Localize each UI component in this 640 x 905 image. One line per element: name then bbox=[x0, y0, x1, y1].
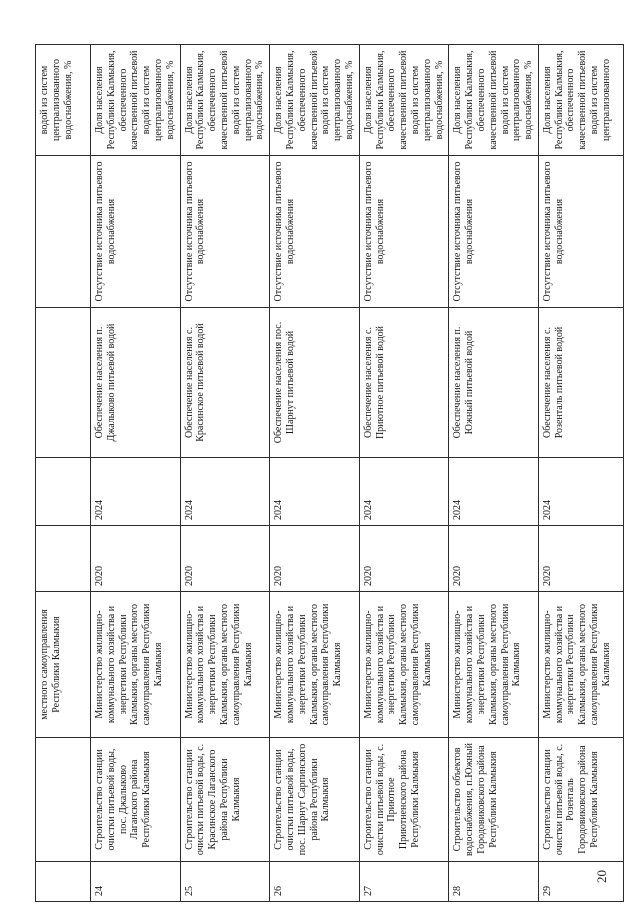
cell-executor: Министерство жилищно-коммунального хозяйства и энергетики Республики Калмыкия, органы местного самоуправления Республики Калмыкия bbox=[91, 592, 181, 738]
table-row-continuation bbox=[36, 45, 91, 902]
cell-num: 29 bbox=[538, 862, 623, 902]
cell-problem: Отсутствие источника питьевого водоснабжения bbox=[270, 156, 360, 308]
table-row bbox=[449, 45, 539, 902]
cell-num: 27 bbox=[359, 862, 449, 902]
cell-problem bbox=[36, 156, 91, 308]
cell-executor: Министерство жилищно-коммунального хозяйства и энергетики Республики Калмыкия, органы местного самоуправления Республики Калмыкия bbox=[538, 592, 623, 738]
cell-executor: Министерство жилищно-коммунального хозяйства и энергетики Республики Калмыкия, органы местного самоуправления Республики Калмыкия bbox=[180, 592, 270, 738]
cell-end-year: 2024 bbox=[270, 458, 360, 526]
measures-table bbox=[35, 44, 624, 902]
cell-executor: Министерство жилищно-коммунального хозяйства и энергетики Республики Калмыкия, органы местного самоуправления Республики Калмыкия bbox=[449, 592, 539, 738]
cell-start-year: 2020 bbox=[180, 526, 270, 592]
cell-result: Обеспечение населения с. Красинское питьевой водой bbox=[180, 308, 270, 458]
cell-name: Строительство станции очистки питьевой воды, пос. Шарнут Сарпинского района Республики Калмыкия bbox=[270, 738, 360, 862]
cell-indicator: Доля населения Республики Калмыкия, обеспеченного качественной питьевой водой из систем централизованного водоснабжения, % bbox=[180, 45, 270, 156]
cell-problem: Отсутствие источника питьевого водоснабжения bbox=[538, 156, 623, 308]
cell-num: 28 bbox=[449, 862, 539, 902]
cell-result: Обеспечение населения п. Джалыково питьевой водой bbox=[91, 308, 181, 458]
cell-name: Строительство станции очистки питьевой воды, с. Красинское Лаганского района Республики Калмыкия bbox=[180, 738, 270, 862]
cell-name: Строительство станции очистки питьевой воды, пос. Джалыково Лаганского района Республики Калмыкия bbox=[91, 738, 181, 862]
table-row bbox=[180, 45, 270, 902]
cell-end-year: 2024 bbox=[180, 458, 270, 526]
cell-indicator: водой из систем централизованного водоснабжения, % bbox=[36, 45, 91, 156]
cell-name: Строительство станции очистки питьевой воды, с. Приютное Приютненского района Республики Калмыкия bbox=[359, 738, 449, 862]
cell-start-year: 2020 bbox=[449, 526, 539, 592]
cell-end-year: 2024 bbox=[449, 458, 539, 526]
cell-num: 24 bbox=[91, 862, 181, 902]
cell-result: Обеспечение населения пос. Шарнут питьевой водой bbox=[270, 308, 360, 458]
cell-end-year: 2024 bbox=[91, 458, 181, 526]
table-row bbox=[538, 45, 623, 902]
cell-indicator: Доля населения Республики Калмыкия, обеспеченного качественной питьевой водой из систем централизованного bbox=[538, 45, 623, 156]
cell-problem: Отсутствие источника питьевого водоснабжения bbox=[449, 156, 539, 308]
cell-executor: местного самоуправления Республики Калмыкия bbox=[36, 592, 91, 738]
cell-indicator: Доля населения Республики Калмыкия, обеспеченного качественной питьевой водой из систем централизованного водоснабжения, % bbox=[91, 45, 181, 156]
cell-end-year bbox=[36, 458, 91, 526]
cell-start-year: 2020 bbox=[538, 526, 623, 592]
cell-start-year: 2020 bbox=[270, 526, 360, 592]
cell-indicator: Доля населения Республики Калмыкия, обеспеченного качественной питьевой водой из систем централизованного водоснабжения, % bbox=[359, 45, 449, 156]
cell-end-year: 2024 bbox=[538, 458, 623, 526]
cell-indicator: Доля населения Республики Калмыкия, обеспеченного качественной питьевой водой из систем централизованного водоснабжения, % bbox=[449, 45, 539, 156]
cell-result: Обеспечение населения п. Южный питьевой водой bbox=[449, 308, 539, 458]
page-number: 20 bbox=[594, 870, 609, 883]
cell-result: Обеспечение населения с. Розенталь питьевой водой bbox=[538, 308, 623, 458]
cell-problem: Отсутствие источника питьевого водоснабжения bbox=[359, 156, 449, 308]
cell-start-year: 2020 bbox=[91, 526, 181, 592]
cell-result bbox=[36, 308, 91, 458]
cell-problem: Отсутствие источника питьевого водоснабжения bbox=[91, 156, 181, 308]
table-row bbox=[359, 45, 449, 902]
cell-name: Строительство станции очистки питьевой воды, с. Розенталь Городовиковского района Республики Калмыкия bbox=[538, 738, 623, 862]
cell-result: Обеспечение населения с. Приютное питьевой водой bbox=[359, 308, 449, 458]
cell-num bbox=[36, 862, 91, 902]
cell-num: 25 bbox=[180, 862, 270, 902]
cell-end-year: 2024 bbox=[359, 458, 449, 526]
cell-name: Строительство объектов водоснабжения, п.Южный Городовиковского района Республики Калмыкия bbox=[449, 738, 539, 862]
cell-executor: Министерство жилищно-коммунального хозяйства и энергетики Республики Калмыкия, органы местного самоуправления Республики Калмыкия bbox=[270, 592, 360, 738]
cell-problem: Отсутствие источника питьевого водоснабжения bbox=[180, 156, 270, 308]
cell-executor: Министерство жилищно-коммунального хозяйства и энергетики Республики Калмыкия, органы местного самоуправления Республики Калмыкия bbox=[359, 592, 449, 738]
cell-start-year bbox=[36, 526, 91, 592]
table-row bbox=[91, 45, 181, 902]
cell-indicator: Доля населения Республики Калмыкия, обеспеченного качественной питьевой водой из систем централизованного водоснабжения, % bbox=[270, 45, 360, 156]
cell-name bbox=[36, 738, 91, 862]
table-row bbox=[270, 45, 360, 902]
cell-num: 26 bbox=[270, 862, 360, 902]
cell-start-year: 2020 bbox=[359, 526, 449, 592]
